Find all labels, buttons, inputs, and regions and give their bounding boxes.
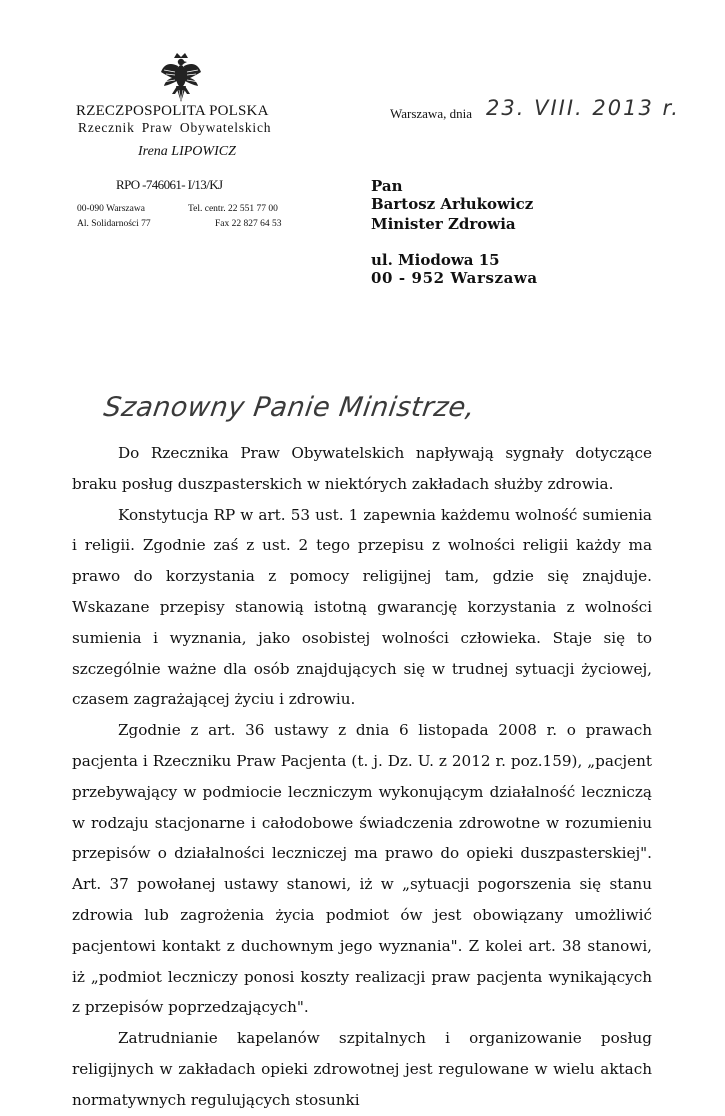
letter-body — [72, 438, 652, 1116]
paragraph-text: Zatrudnianie kapelanów szpitalnych i organizowanie posług religijnych w zakładach opieki zdrowotnej jest regulowane w wielu aktach normatywnych regulujących stosunki — [72, 1029, 652, 1109]
recipient-city: 00 - 952 Warszawa — [371, 269, 538, 287]
paragraph-text: Do Rzecznika Praw Obywatelskich napływają sygnały dotyczące braku posług duszpasterskich w niektórych zakładach służby zdrowia. — [72, 444, 652, 493]
address-street: Al. Solidarności 77 — [77, 219, 151, 229]
paragraph-text: Konstytucja RP w art. 53 ust. 1 zapewnia każdemu wolność sumienia i religii. Zgodnie zaś z ust. 2 tego przepisu z wolności religii każdy ma prawo do korzystania z pomocy religijnej tam, gdzie się znajduje. Wskazane przepisy stanowią istotną gwarancję korzystania z wolności sumienia i wyznania, jako osobistej wolności człowieka. Staje się to szczególnie ważne dla osób znajdujących się w trudnej sytuacji życiowej, czasem zagrażającej życiu i zdrowiu. — [72, 505, 652, 709]
handwritten-date: 23. VIII. 2013 r. — [486, 96, 680, 120]
office-name: Rzecznik Praw Obywatelskich — [78, 120, 272, 135]
date-label: Warszawa, dnia — [390, 106, 472, 121]
recipient-salutation: Pan — [371, 177, 403, 195]
recipient-street: ul. Miodowa 15 — [371, 251, 500, 269]
body-paragraph — [72, 438, 652, 500]
fax-number: Fax 22 827 64 53 — [215, 219, 282, 229]
paragraph-text: Zgodnie z art. 36 ustawy z dnia 6 listopada 2008 r. o prawach pacjenta i Rzeczniku Praw Pacjenta (t. j. Dz. U. z 2012 r. poz.159), „pacjent przebywający w podmiocie leczniczym wykonującym działalność leczniczą w rodzaju stacjonarne i całodobowe świadczenia zdrowotne w rozumieniu przepisów o działalności leczniczej ma prawo do opieki duszpasterskiej". Art. 37 powołanej ustawy stanowi, iż w „sytuacji pogorszenia się stanu zdrowia lub zagrożenia życia podmiot ów jest obowiązany umożliwić pacjentowi kontakt z duchownym jego wyznania". Z kolei art. 38 stanowi, iż „podmiot leczniczy ponosi koszty realizacji praw pacjenta wynikających z przepisów poprzedzających". — [72, 721, 652, 1017]
recipient-title: Minister Zdrowia — [371, 215, 516, 233]
phone-number: Tel. centr. 22 551 77 00 — [188, 204, 278, 214]
reference-number: RPO -746061- I/13/KJ — [116, 177, 223, 192]
signatory-name: Irena LIPOWICZ — [138, 144, 236, 159]
recipient-name: Bartosz Arłukowicz — [371, 195, 534, 213]
body-paragraph — [72, 715, 652, 1023]
body-paragraph — [72, 1023, 652, 1115]
handwritten-greeting: Szanowny Panie Ministrze, — [101, 392, 478, 423]
address-postal: 00-090 Warszawa — [77, 204, 145, 214]
body-paragraph — [72, 500, 652, 716]
institution-name: RZECZPOSPOLITA POLSKA — [76, 103, 269, 119]
polish-eagle-emblem-icon — [160, 52, 202, 104]
